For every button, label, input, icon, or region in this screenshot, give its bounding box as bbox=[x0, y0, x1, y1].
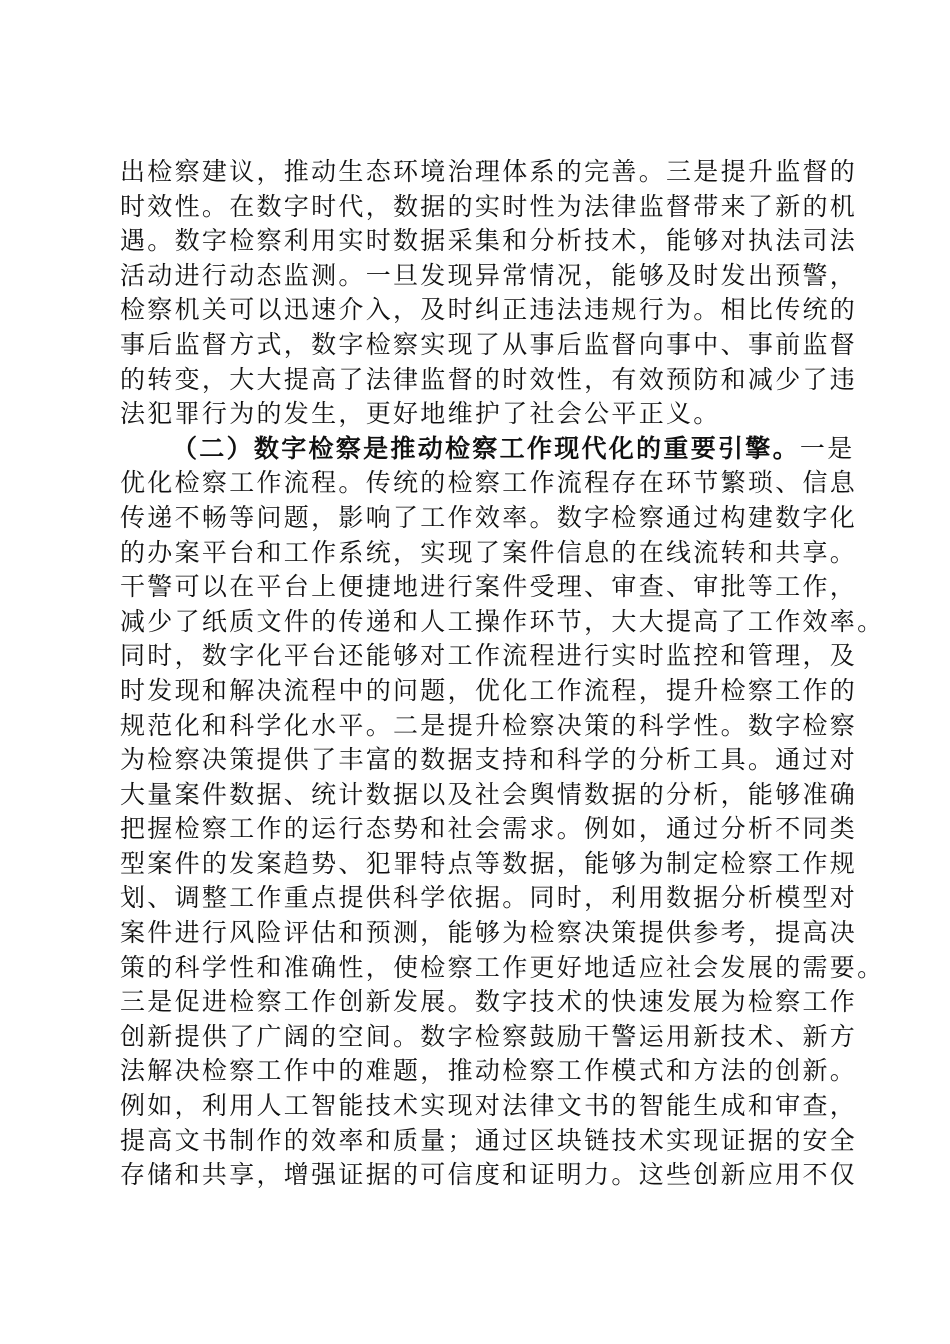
text-line: 法犯罪行为的发生，更好地维护了社会公平正义。 bbox=[120, 399, 721, 429]
section-heading-tail: 一是 bbox=[799, 433, 855, 463]
text-line: 遇。数字检察利用实时数据采集和分析技术，能够对执法司法 bbox=[120, 226, 858, 256]
text-line: 三是促进检察工作创新发展。数字技术的快速发展为检察工作 bbox=[120, 987, 858, 1017]
text-line: 策的科学性和准确性，使检察工作更好地适应社会发展的需要。 bbox=[120, 952, 885, 982]
text-line: 时效性。在数字时代，数据的实时性为法律监督带来了新的机 bbox=[120, 191, 858, 221]
section-heading: （二）数字检察是推动检察工作现代化的重要引擎。 bbox=[172, 433, 800, 463]
text-line: 传递不畅等问题，影响了工作效率。数字检察通过构建数字化 bbox=[120, 502, 858, 532]
text-line: 检察机关可以迅速介入，及时纠正违法违规行为。相比传统的 bbox=[120, 295, 858, 325]
text-line: 优化检察工作流程。传统的检察工作流程存在环节繁琐、信息 bbox=[120, 468, 858, 498]
text-line: 创新提供了广阔的空间。数字检察鼓励干警运用新技术、新方 bbox=[120, 1021, 858, 1051]
text-line: 时发现和解决流程中的问题，优化工作流程，提升检察工作的 bbox=[120, 675, 858, 705]
text-line: 例如，利用人工智能技术实现对法律文书的智能生成和审查， bbox=[120, 1091, 858, 1121]
text-line: 法解决检察工作中的难题，推动检察工作模式和方法的创新。 bbox=[120, 1056, 858, 1086]
text-line: 为检察决策提供了丰富的数据支持和科学的分析工具。通过对 bbox=[120, 745, 858, 775]
text-line: 同时，数字化平台还能够对工作流程进行实时监控和管理，及 bbox=[120, 641, 858, 671]
text-line: 减少了纸质文件的传递和人工操作环节，大大提高了工作效率。 bbox=[120, 606, 885, 636]
text-line: 规范化和科学化水平。二是提升检察决策的科学性。数字检察 bbox=[120, 710, 858, 740]
text-line: 的办案平台和工作系统，实现了案件信息的在线流转和共享。 bbox=[120, 537, 858, 567]
text-line: 大量案件数据、统计数据以及社会舆情数据的分析，能够准确 bbox=[120, 779, 858, 809]
section-heading-line bbox=[120, 432, 860, 467]
text-line: 案件进行风险评估和预测，能够为检察决策提供参考，提高决 bbox=[120, 918, 858, 948]
text-line: 出检察建议，推动生态环境治理体系的完善。三是提升监督的 bbox=[120, 157, 858, 186]
body-text bbox=[120, 155, 885, 1193]
text-line: 把握检察工作的运行态势和社会需求。例如，通过分析不同类 bbox=[120, 814, 858, 844]
text-line: 活动进行动态监测。一旦发现异常情况，能够及时发出预警， bbox=[120, 260, 858, 290]
text-line: 事后监督方式，数字检察实现了从事后监督向事中、事前监督 bbox=[120, 329, 858, 359]
text-line: 存储和共享，增强证据的可信度和证明力。这些创新应用不仅 bbox=[120, 1160, 858, 1190]
text-line: 提高文书制作的效率和质量；通过区块链技术实现证据的安全 bbox=[120, 1125, 858, 1155]
text-line: 干警可以在平台上便捷地进行案件受理、审查、审批等工作， bbox=[120, 572, 858, 602]
text-line: 型案件的发案趋势、犯罪特点等数据，能够为制定检察工作规 bbox=[120, 848, 858, 878]
text-line: 的转变，大大提高了法律监督的时效性，有效预防和减少了违 bbox=[120, 364, 858, 394]
text-line: 划、调整工作重点提供科学依据。同时，利用数据分析模型对 bbox=[120, 883, 858, 913]
